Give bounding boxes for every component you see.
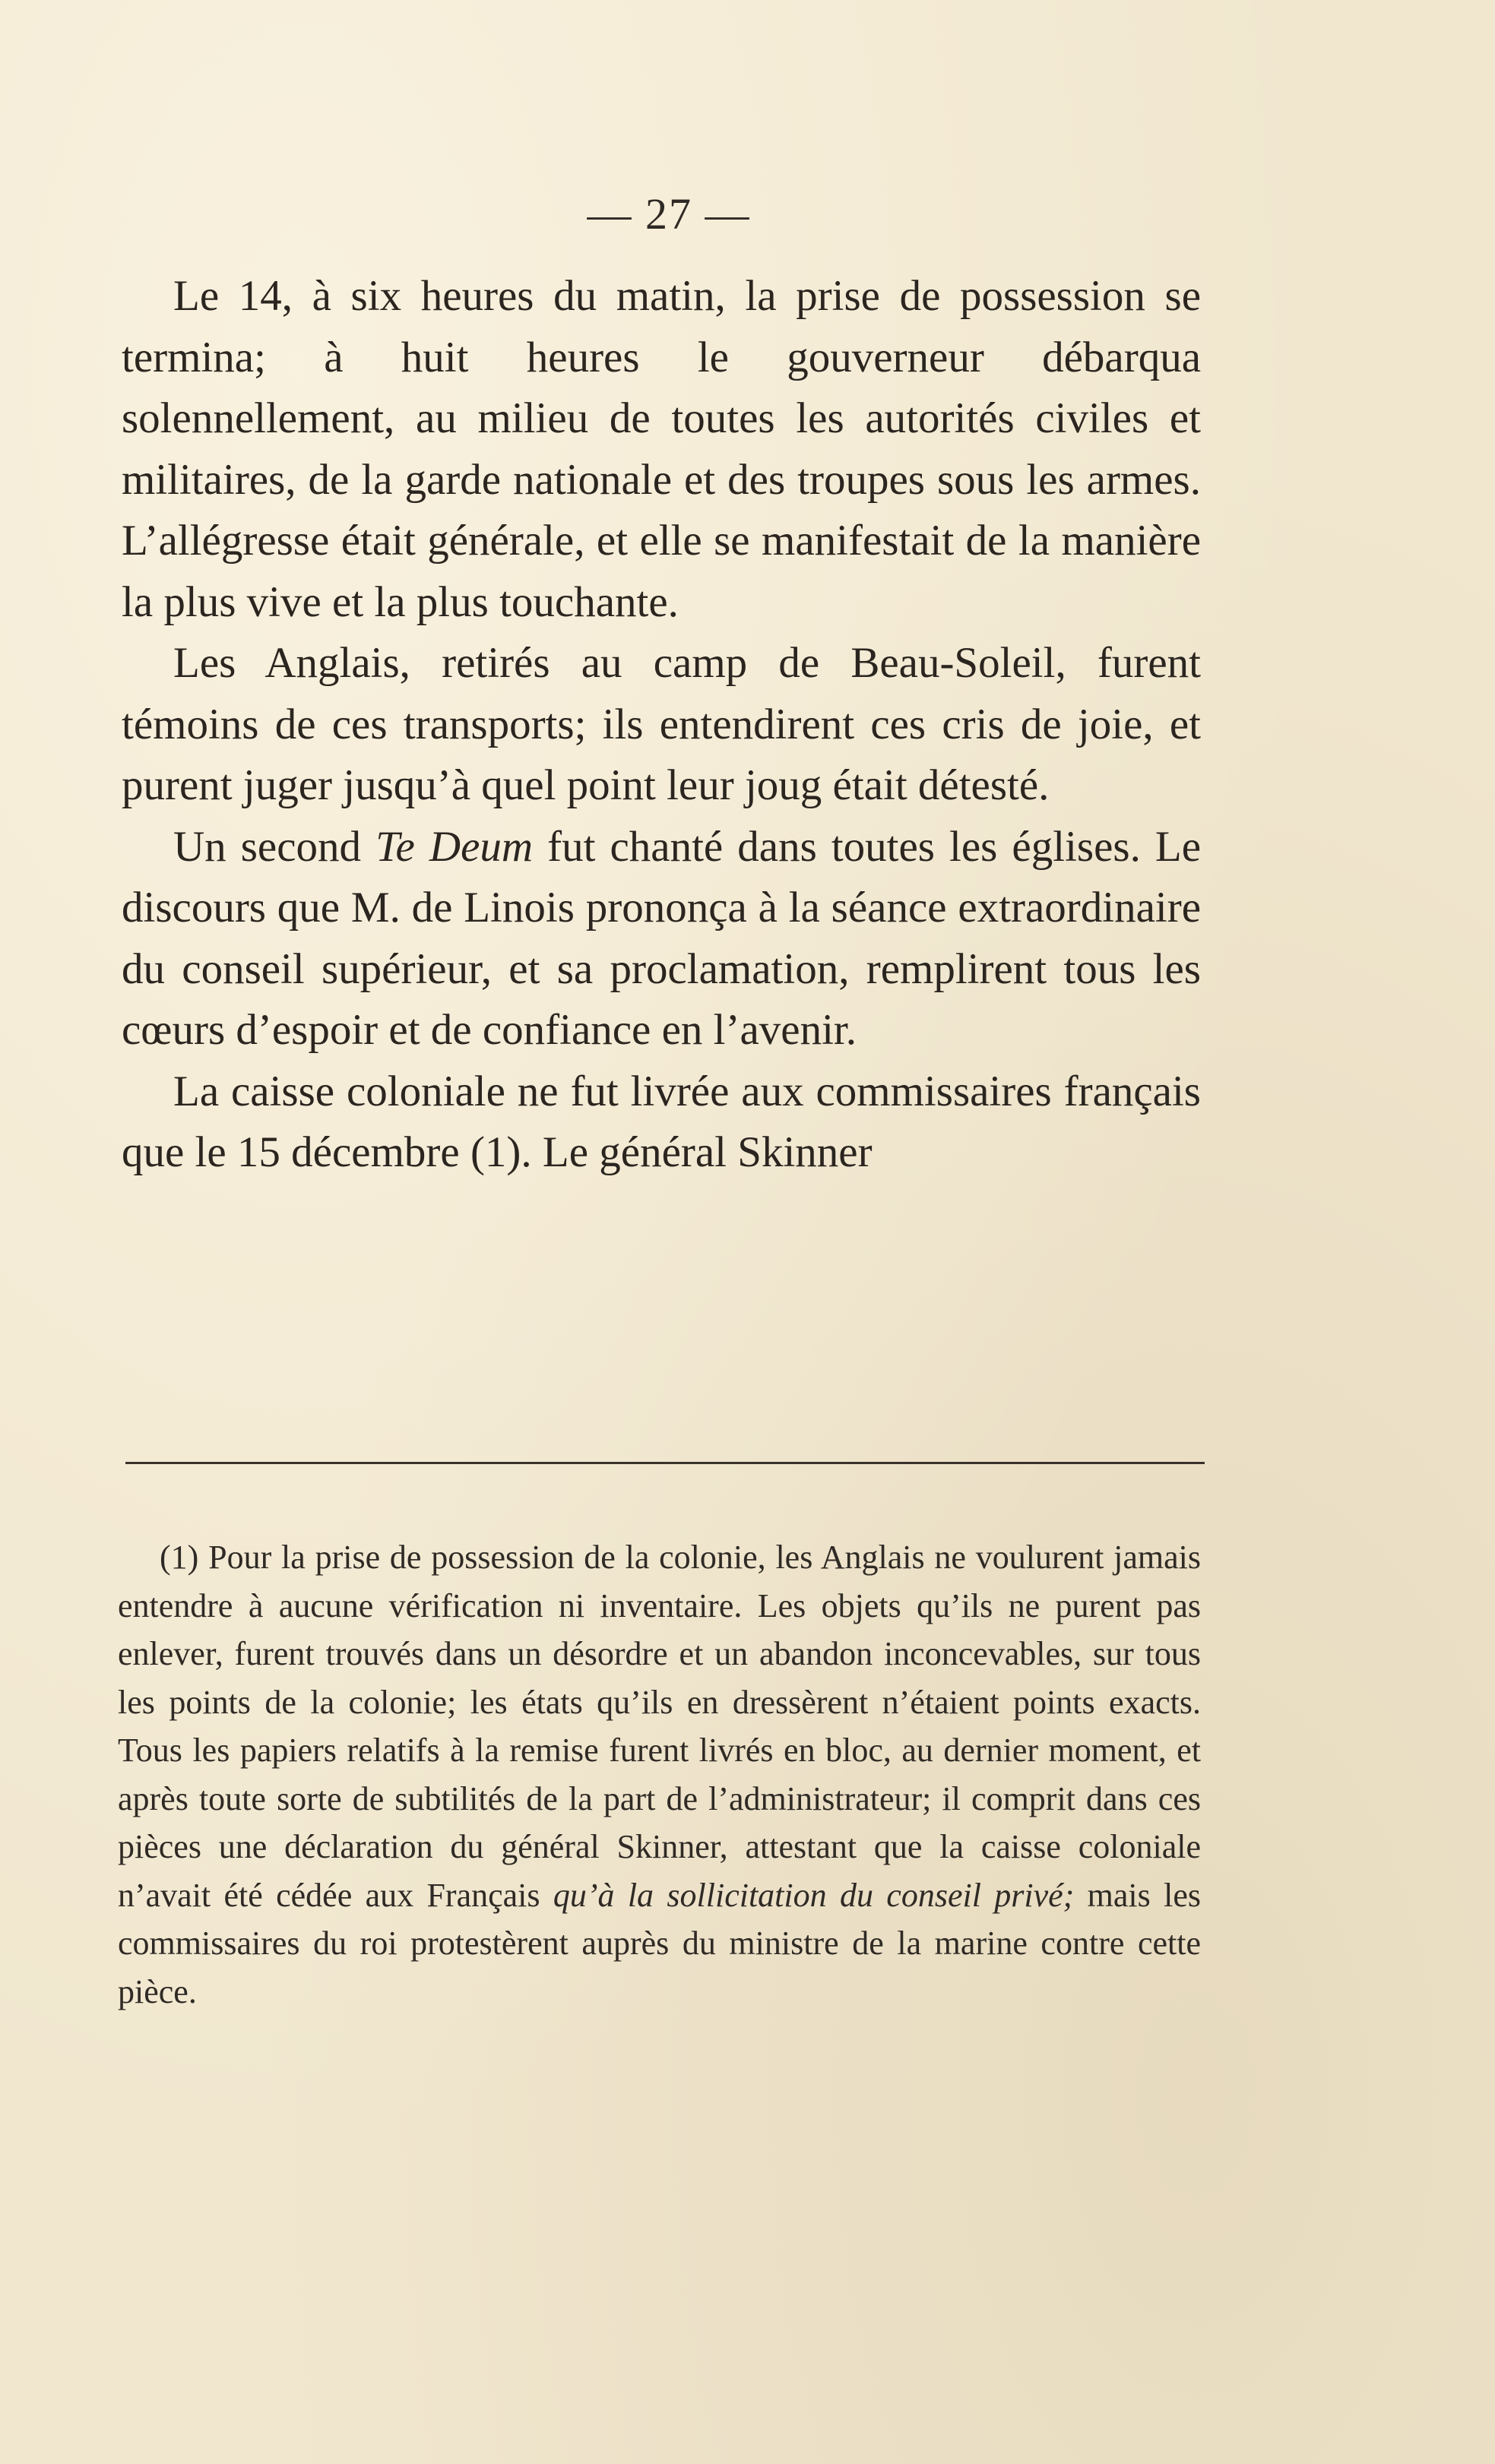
paragraph-1: Le 14, à six heures du matin, la prise de possession se termina; à huit heures le gouverneur débarqua solennellement, au milieu de toutes les autorités civiles et militaires, de la garde nationale et des troupes sous les armes. L’allégresse était générale, et elle se manifestait de la manière la plus vive et la plus touchante. — [122, 272, 1201, 626]
footnote-italic: qu’à la sollicitation du conseil privé; — [553, 1876, 1075, 1914]
footnote — [118, 1533, 1201, 2016]
paragraph-3-end: fut chanté dans toutes les églises. Le discours que M. de Linois prononça à la séance extraordinaire du conseil supérieur, et sa proclamation, remplirent tous les cœurs d’espoir et de confiance en l’avenir. — [122, 822, 1201, 1054]
paragraph-3 — [122, 817, 1201, 1061]
footnote-divider — [125, 1462, 1205, 1464]
footnote-start: (1) Pour la prise de possession de la colonie, les Anglais ne voulurent jamais entendre à aucune vérification ni inventaire. Les objets qu’ils ne purent pas enlever, furent trouvés dans un désordre et un abandon inconcevables, sur tous les points de la colonie; les états qu’ils en dressèrent n’étaient points exacts. Tous les papiers relatifs à la remise furent livrés en bloc, au dernier moment, et après toute sorte de subtilités de la part de l’administrateur; il comprit dans ces pièces une déclaration du général Skinner, attestant que la caisse coloniale n’avait été cédée aux Français — [118, 1539, 1201, 1914]
main-text — [122, 266, 1201, 1184]
footnote-end: mais les commissaires du roi protestèrent auprès du ministre de la marine contre cette pièce. — [118, 1876, 1201, 2010]
footnote-paragraph — [118, 1533, 1201, 2016]
page-number: — 27 — — [587, 189, 751, 239]
paragraph-2: Les Anglais, retirés au camp de Beau-Soleil, furent témoins de ces transports; ils entendirent ces cris de joie, et purent juger jusqu’à quel point leur joug était détesté. — [122, 639, 1201, 809]
te-deum-italic: Te Deum — [375, 822, 534, 871]
paragraph-4: La caisse coloniale ne fut livrée aux commissaires français que le 15 décembre (1). Le général Skinner — [122, 1067, 1201, 1176]
paragraph-3-start: Un second — [173, 822, 376, 871]
